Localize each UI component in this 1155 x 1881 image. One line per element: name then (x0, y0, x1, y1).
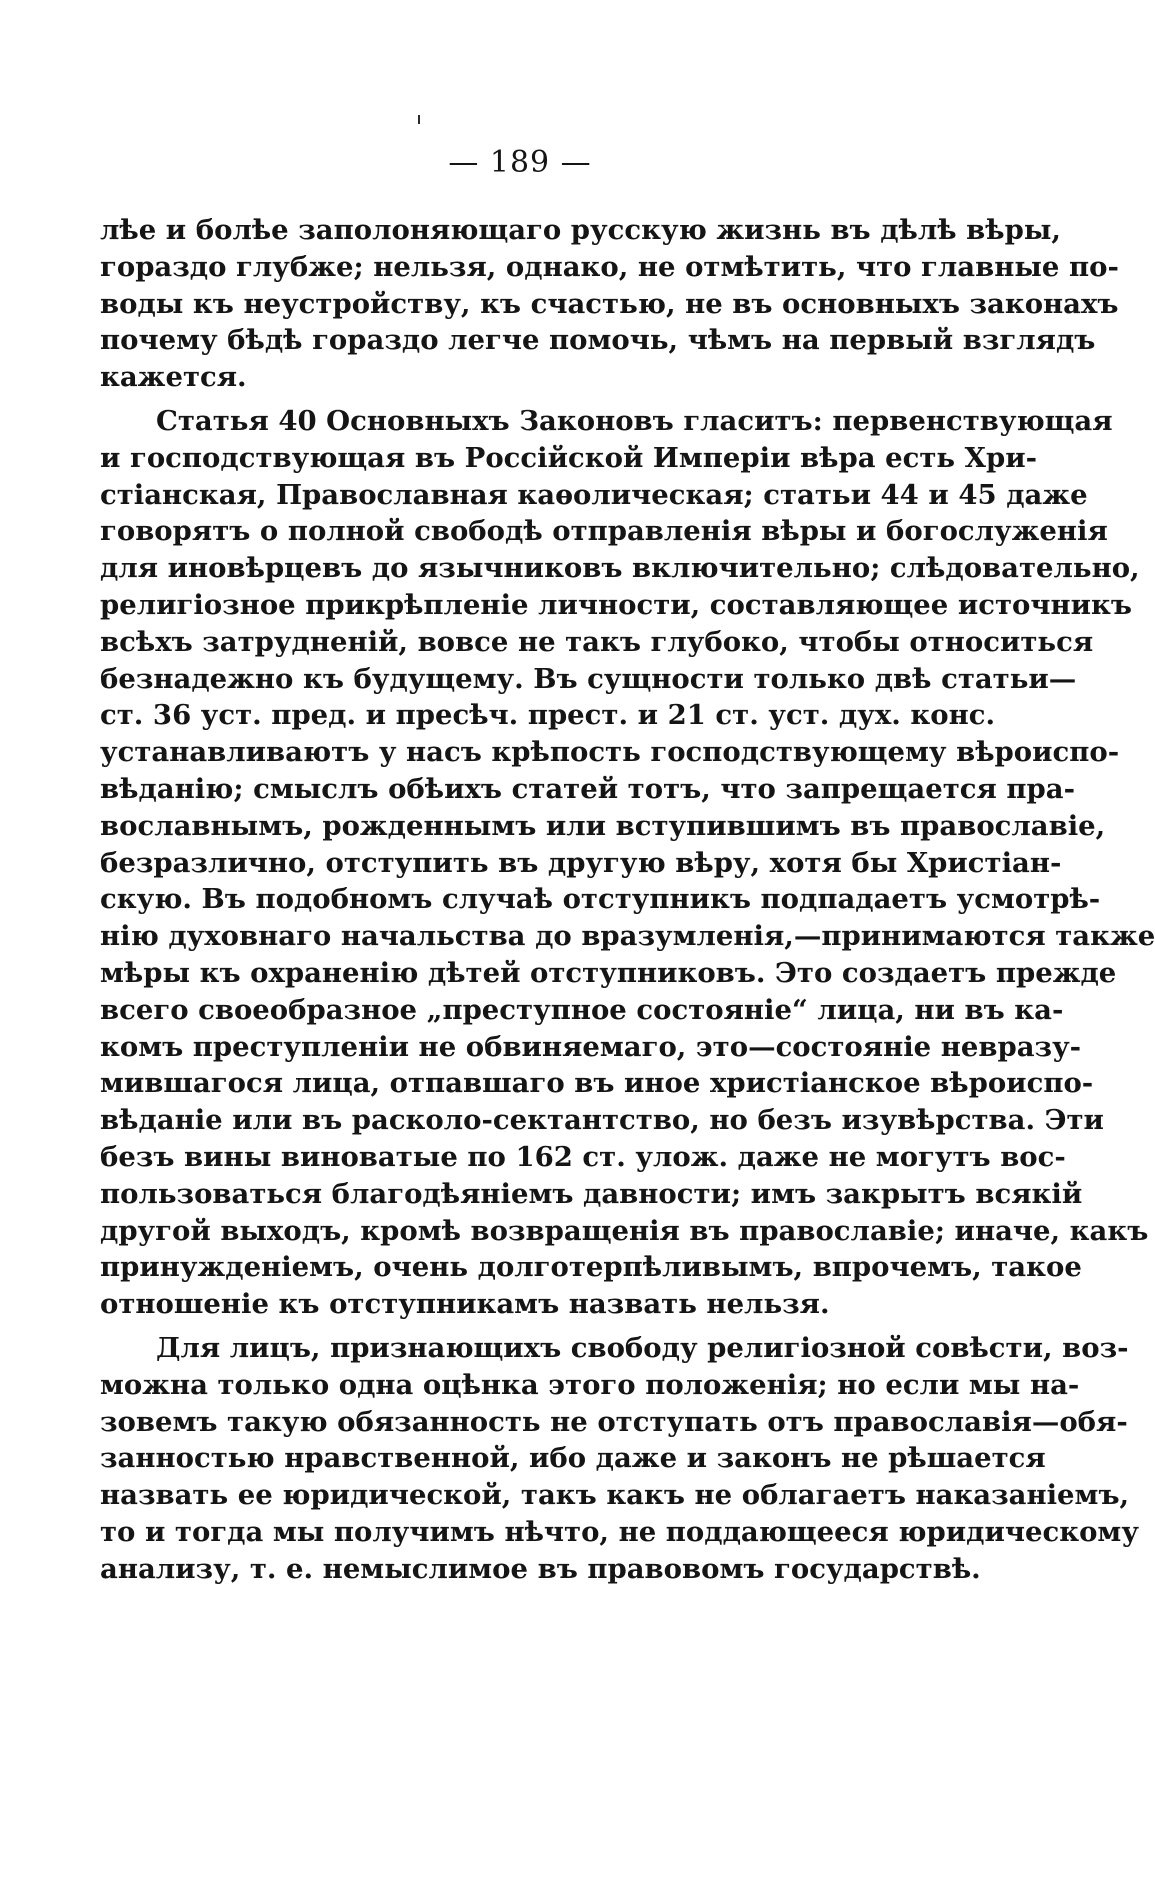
paragraph-3 (100, 1330, 1139, 1588)
text-line: лѣе и болѣе заполоняющаго русскую жизнь въ дѣлѣ вѣры, (100, 214, 1061, 246)
text-line: назвать ее юридической, такъ какъ не облагаетъ наказаніемъ, (100, 1479, 1130, 1512)
text-line: занностью нравственной, ибо даже и законъ не рѣшается (100, 1442, 1046, 1475)
text-line: ст. 36 уст. пред. и пресѣч. прест. и 21 ст. уст. дух. конс. (100, 699, 996, 732)
text-line: отношеніе къ отступникамъ назвать нельзя. (100, 1288, 830, 1321)
text-line: безразлично, отступить въ другую вѣру, хотя бы Христіан- (100, 846, 1062, 879)
text-line: всего своеобразное „преступное состояніе“ лица, ни въ ка- (100, 993, 1064, 1026)
text-line: всѣхъ затрудненій, вовсе не такъ глубоко, чтобы относиться (100, 625, 1094, 658)
text-line: пользоваться благодѣяніемъ давности; имъ закрытъ всякій (100, 1177, 1083, 1210)
text-line: мившагося лица, отпавшаго въ иное христіанское вѣроиспо- (100, 1067, 1094, 1100)
text-line: другой выходъ, кромѣ возвращенія въ православіе; иначе, какъ (100, 1214, 1149, 1247)
text-line: скую. Въ подобномъ случаѣ отступникъ подпадаетъ усмотрѣ- (100, 883, 1101, 916)
text-line: вѣданію; смыслъ обѣихъ статей тотъ, что запрещается пра- (100, 772, 1075, 805)
text-line: для иновѣрцевъ до язычниковъ включительно; слѣдовательно, (100, 552, 1140, 585)
paragraph-1 (100, 212, 1119, 396)
print-speck (418, 115, 420, 124)
text-line: комъ преступленіи не обвиняемаго, это—состояніе невразу- (100, 1030, 1082, 1063)
page-number: — 189 — (448, 145, 592, 180)
text-line: вославнымъ, рожденнымъ или вступившимъ въ православіе, (100, 809, 1106, 842)
text-line: безъ вины виноватые по 162 ст. улож. даже не могутъ вос- (100, 1140, 1066, 1173)
text-line: можна только одна оцѣнка этого положенія; но если мы на- (100, 1368, 1080, 1401)
text-line: принужденіемъ, очень долготерпѣливымъ, впрочемъ, такое (100, 1251, 1082, 1284)
text-line: почему бѣдѣ гораздо легче помочь, чѣмъ на первый взглядъ (100, 324, 1096, 357)
text-line: говорятъ о полной свободѣ отправленія вѣры и богослуженія (100, 515, 1108, 548)
text-line: и господствующая въ Россійской Имперіи вѣра есть Хри- (100, 441, 1038, 474)
text-line: воды къ неустройству, къ счастью, не въ основныхъ законахъ (100, 287, 1119, 320)
text-line: Для лицъ, признающихъ свободу религіозной совѣсти, воз- (156, 1331, 1129, 1364)
text-line: вѣданіе или въ расколо-сектантство, но безъ изувѣрства. Эти (100, 1104, 1104, 1137)
text-line: кажется. (100, 361, 247, 394)
text-line: зовемъ такую обязанность не отступать отъ православія—обя- (100, 1405, 1128, 1438)
text-line: стіанская, Православная каѳолическая; статьи 44 и 45 даже (100, 478, 1088, 511)
text-line: гораздо глубже; нельзя, однако, не отмѣтить, что главные по- (100, 250, 1119, 283)
text-line: Статья 40 Основныхъ Законовъ гласитъ: первенствующая (156, 404, 1113, 437)
text-line: нію духовнаго начальства до вразумленія,—принимаются также (100, 920, 1155, 953)
text-line: анализу, т. е. немыслимое въ правовомъ государствѣ. (100, 1552, 981, 1585)
text-line: безнадежно къ будущему. Въ сущности только двѣ статьи— (100, 662, 1077, 695)
text-line: религіозное прикрѣпленіе личности, составляющее источникъ (100, 588, 1132, 621)
text-line: то и тогда мы получимъ нѣчто, не поддающееся юридическому (100, 1515, 1139, 1548)
paragraph-2 (100, 403, 1155, 1323)
body-text (100, 212, 1155, 1587)
text-line: устанавливаютъ у насъ крѣпость господствующему вѣроиспо- (100, 736, 1120, 769)
text-line: мѣры къ охраненію дѣтей отступниковъ. Это создаетъ прежде (100, 956, 1117, 989)
